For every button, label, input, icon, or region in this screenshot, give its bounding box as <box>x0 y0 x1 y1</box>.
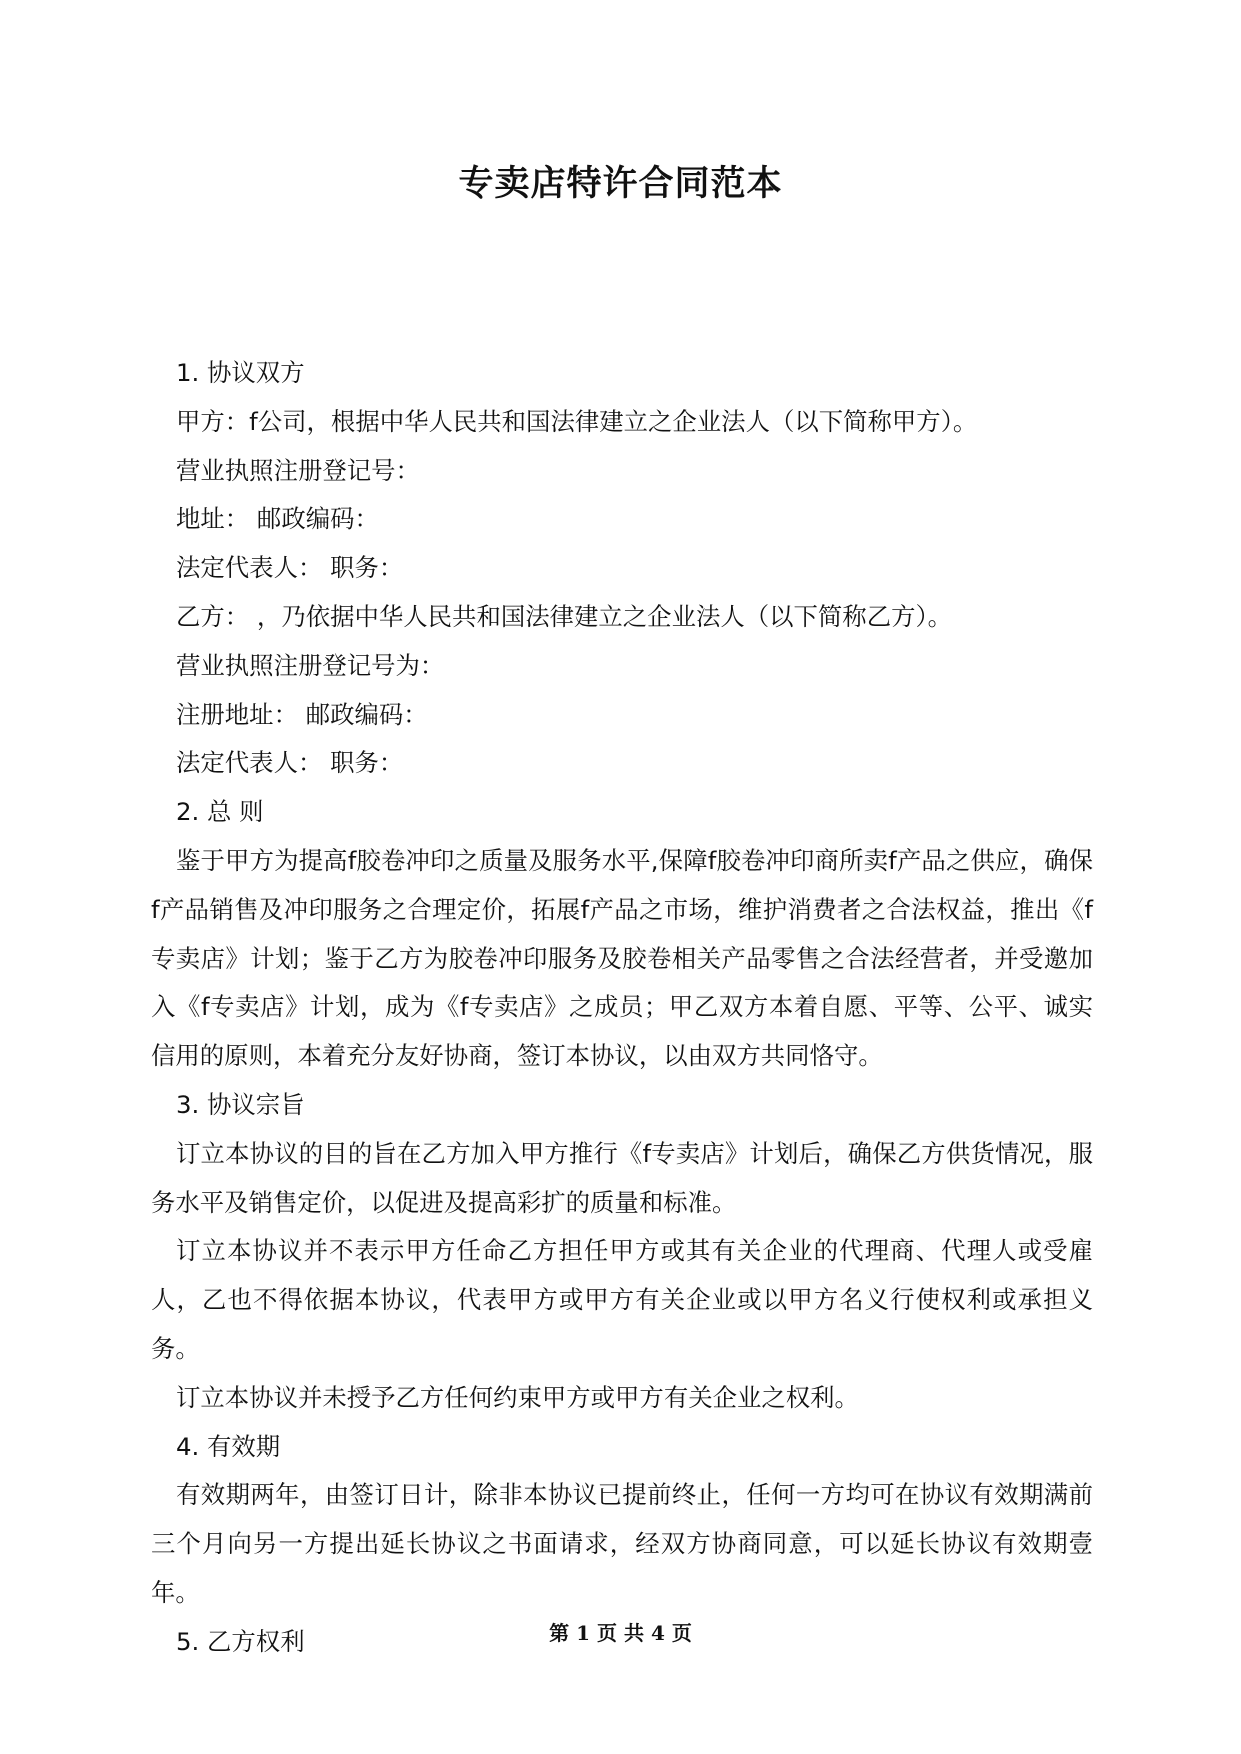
paragraph: 注册地址： 邮政编码： <box>176 699 428 729</box>
section-heading: 4. 有效期 <box>176 1431 281 1461</box>
paragraph: 乙方： ，乃依据中华人民共和国法律建立之企业法人（以下简称乙方）。 <box>176 601 953 631</box>
paragraph: 订立本协议并未授予乙方任何约束甲方或甲方有关企业之权利。 <box>176 1382 859 1412</box>
paragraph: 订立本协议并不表示甲方任命乙方担任甲方或其有关企业的代理商、代理人或受雇人，乙也不得依据本协议，代表甲方或甲方有关企业或以甲方名义行使权利或承担义务。 <box>151 1236 1093 1363</box>
page-number-footer: 第 1 页 共 4 页 <box>549 1621 692 1645</box>
section-heading: 1. 协议双方 <box>176 358 305 387</box>
section-heading: 3. 协议宗旨 <box>176 1089 305 1119</box>
paragraph: 地址： 邮政编码： <box>176 504 379 534</box>
paragraph: 甲方：f公司，根据中华人民共和国法律建立之企业法人（以下简称甲方）。 <box>176 406 978 436</box>
paragraph: 订立本协议的目的旨在乙方加入甲方推行《f专卖店》计划后，确保乙方供货情况，服务水平及销售定价，以促进及提高彩扩的质量和标准。 <box>151 1138 1093 1217</box>
paragraph: 营业执照注册登记号： <box>176 455 420 485</box>
document-body <box>151 349 1093 1667</box>
section-heading: 5. 乙方权利 <box>176 1626 305 1656</box>
paragraph: 法定代表人： 职务： <box>176 553 404 583</box>
paragraph: 法定代表人： 职务： <box>176 748 404 778</box>
paragraph: 有效期两年，由签订日计，除非本协议已提前终止，任何一方均可在协议有效期满前三个月向另一方提出延长协议之书面请求，经双方协商同意，可以延长协议有效期壹年。 <box>151 1480 1093 1607</box>
document-title: 专卖店特许合同范本 <box>458 164 783 204</box>
section-heading: 2. 总 则 <box>176 797 264 827</box>
paragraph: 鉴于甲方为提高f胶卷冲印之质量及服务水平,保障f胶卷冲印商所卖f产品之供应，确保f产品销售及冲印服务之合理定价，拓展f产品之市场，维护消费者之合法权益，推出《f专卖店》计划；鉴于乙方为胶卷冲印服务及胶卷相关产品零售之合法经营者，并受邀加入《f专卖店》计划，成为《f专卖店》之成员；甲乙双方本着自愿、平等、公平、诚实信用的原则，本着充分友好协商，签订本协议，以由双方共同恪守。 <box>151 845 1093 1071</box>
paragraph: 营业执照注册登记号为： <box>176 650 445 680</box>
